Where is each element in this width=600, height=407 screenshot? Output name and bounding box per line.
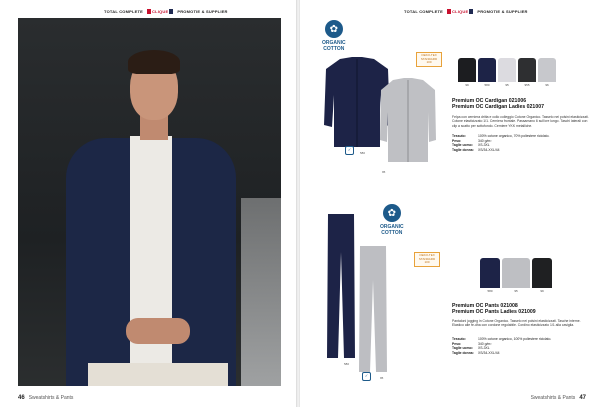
page-number: 47 [579, 395, 586, 401]
page-number: 46 [18, 395, 25, 401]
cardigan-description: Felpa con cerniera dritta e collo colleggio Cotone Organico. Tasselo nei polsini elasticizzati. Cotone elasticizzato 1/1. Cerniera frontale. Passamano 6 sull'ore lungo. Taschi laterali con clip a scatto per sottofondo. Cerniere YKK metalliche. [452, 115, 589, 128]
color-swatch[interactable]: 99 [458, 58, 476, 87]
left-header [104, 7, 228, 15]
flag-red-icon [447, 9, 451, 14]
oeko-tex-label: OEKO-TEX STANDARD 100 [414, 252, 440, 267]
section-name: Sweatshirts & Pants [28, 395, 74, 401]
header-tag: PROMOTIE & SUPPLIER [477, 8, 528, 14]
certification-icon: ✓ [362, 372, 371, 381]
oeko-tex-label: OEKO-TEX STANDARD 100 [416, 52, 442, 67]
garment-code-label: 580 [360, 151, 366, 155]
cardigan-grey-image [378, 76, 438, 166]
cotton-plant-icon: ✿ [325, 20, 343, 38]
certification-icon: ✓ [345, 146, 354, 155]
color-swatch[interactable]: 99 [532, 258, 552, 293]
color-swatch[interactable]: 580 [480, 258, 500, 293]
cardigan-title: Premium OC Cardigan 021006 Premium OC Cardigan Ladies 021007 [452, 98, 544, 111]
color-swatch[interactable]: 955 [518, 58, 536, 87]
left-footer [18, 395, 73, 401]
organic-cotton-badge: ✿ ORGANIC COTTON [380, 204, 404, 236]
pants-color-swatches [480, 258, 552, 293]
header-text: TOTAL COMPLETE [404, 8, 444, 14]
flag-navy-icon [169, 9, 173, 14]
pants-title: Premium OC Pants 021008 Premium OC Pants Ladies 021009 [452, 303, 536, 316]
organic-cotton-badge: ✿ ORGANIC COTTON [322, 20, 346, 52]
right-page [300, 0, 600, 407]
model-photo [18, 18, 281, 386]
garment-code-label: 580 [344, 362, 350, 366]
right-footer [531, 395, 586, 401]
garment-code-label: 95 [380, 376, 384, 380]
right-header [404, 7, 528, 15]
brand-logo: CLIQUE [147, 9, 173, 14]
color-swatch[interactable]: 580 [478, 58, 496, 87]
cardigan-specs: Tessuto: 100% cotone organico, 70% poliestere riciclato. Peso: 340 g/m² Taglie uomo: XS-3XL Taglie donna: XS/34-XXL/44 [452, 134, 550, 152]
left-page [0, 0, 296, 407]
color-swatch[interactable]: 95 [502, 258, 530, 293]
cotton-plant-icon: ✿ [383, 204, 401, 222]
section-name: Sweatshirts & Pants [530, 395, 576, 401]
flag-navy-icon [469, 9, 473, 14]
cardigan-color-swatches [458, 58, 556, 87]
color-swatch[interactable]: 96 [538, 58, 556, 87]
color-swatch[interactable]: 95 [498, 58, 516, 87]
brand-logo: CLIQUE [447, 9, 473, 14]
garment-code-label: 95 [382, 170, 386, 174]
header-tag: PROMOTIE & SUPPLIER [177, 8, 228, 14]
pants-grey-image [358, 244, 388, 376]
pants-description: Pantaloni jogging in Cotone Organico. Tasselo nei polsini elasticizzati. Tasche interne. Elastico alle fe-dha con cordone regolabile. Cordino elasticizzato 1/1 alla caviglia. [452, 319, 581, 328]
flag-red-icon [147, 9, 151, 14]
pants-navy-image [326, 212, 356, 362]
header-text: TOTAL COMPLETE [104, 8, 144, 14]
pants-specs: Tessuto: 100% cotone organico, 100% poliestere riciclato. Peso: 340 g/m² Taglie uomo: XS-3XL Taglie donna: XS/34-XXL/44 [452, 337, 552, 355]
